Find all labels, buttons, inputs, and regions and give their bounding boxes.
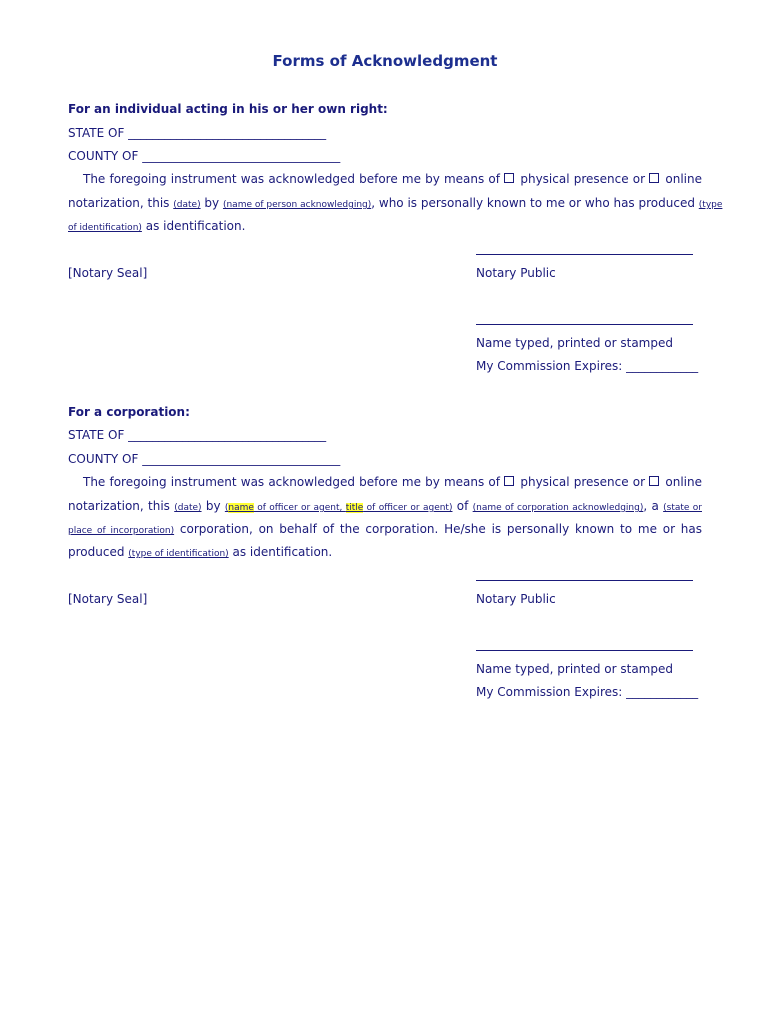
corporation-text: physical presence or	[520, 475, 646, 489]
notary-signature-line	[476, 254, 693, 255]
corporation-name-blank: (name of corporation acknowledging)	[472, 503, 644, 513]
commission-expires-label: My Commission Expires: ____________	[476, 685, 699, 699]
individual-county-line: COUNTY OF _________________________________	[68, 149, 341, 163]
document-title: Forms of Acknowledgment	[272, 52, 498, 70]
corporation-paragraph-line4	[68, 544, 332, 562]
corporation-text: corporation, on behalf of the corporation. He/she is personally known to me or has	[179, 522, 702, 536]
online-checkbox[interactable]	[649, 476, 659, 486]
individual-text: as identification.	[145, 219, 246, 233]
officer-end: of officer or agent)	[363, 503, 453, 513]
person-name-blank: (name of person acknowledging)	[222, 200, 372, 210]
corporation-paragraph-line2	[68, 498, 702, 516]
individual-text: online	[665, 172, 702, 186]
notary-seal-label: [Notary Seal]	[68, 266, 148, 280]
physical-presence-checkbox[interactable]	[504, 173, 514, 183]
physical-presence-checkbox[interactable]	[504, 476, 514, 486]
corporation-text: as identification.	[232, 545, 333, 559]
date-blank: (date)	[173, 200, 201, 210]
corporation-text: of	[456, 499, 469, 513]
individual-state-line: STATE OF _________________________________	[68, 126, 327, 140]
name-typed-label: Name typed, printed or stamped	[476, 336, 673, 350]
commission-expires-label: My Commission Expires: ____________	[476, 359, 699, 373]
place-of-incorporation-blank: place of incorporation)	[68, 526, 175, 536]
online-checkbox[interactable]	[649, 173, 659, 183]
officer-open: (	[224, 503, 229, 513]
corporation-text: online	[665, 475, 702, 489]
identification-blank: of identification)	[68, 223, 142, 233]
individual-text: physical presence or	[520, 172, 646, 186]
corporation-heading: For a corporation:	[68, 405, 190, 419]
officer-name-highlight: name	[228, 503, 254, 513]
individual-text: The foregoing instrument was acknowledged before me by means of	[83, 172, 500, 186]
name-typed-line	[476, 650, 693, 651]
corporation-text: The foregoing instrument was acknowledged before me by means of	[83, 475, 500, 489]
corporation-text: by	[205, 499, 221, 513]
individual-paragraph-line3	[68, 218, 245, 236]
corporation-county-line: COUNTY OF _________________________________	[68, 452, 341, 466]
notary-public-label: Notary Public	[476, 266, 556, 280]
individual-paragraph-line2	[68, 195, 723, 213]
notary-seal-label: [Notary Seal]	[68, 592, 148, 606]
corporation-state-line: STATE OF _________________________________	[68, 428, 327, 442]
identification-blank: (type	[698, 200, 723, 210]
individual-text: notarization, this	[68, 196, 170, 210]
notary-public-label: Notary Public	[476, 592, 556, 606]
individual-text: by	[204, 196, 220, 210]
officer-blank	[225, 503, 453, 513]
name-typed-line	[476, 324, 693, 325]
corporation-text: produced	[68, 545, 125, 559]
state-of-incorporation-blank: (state or	[663, 503, 702, 513]
notary-signature-line	[476, 580, 693, 581]
corporation-paragraph-line3	[68, 521, 702, 539]
individual-heading: For an individual acting in his or her own right:	[68, 102, 388, 116]
officer-title-highlight: title	[345, 503, 364, 513]
identification-blank: (type of identification)	[128, 549, 229, 559]
individual-text: , who is personally known to me or who has produced	[371, 196, 695, 210]
corporation-paragraph-line1	[68, 474, 702, 490]
name-typed-label: Name typed, printed or stamped	[476, 662, 673, 676]
corporation-text: , a	[643, 499, 659, 513]
date-blank: (date)	[174, 503, 202, 513]
individual-paragraph-line1	[68, 171, 702, 187]
officer-mid: of officer or agent,	[253, 503, 346, 513]
corporation-text: notarization, this	[68, 499, 170, 513]
